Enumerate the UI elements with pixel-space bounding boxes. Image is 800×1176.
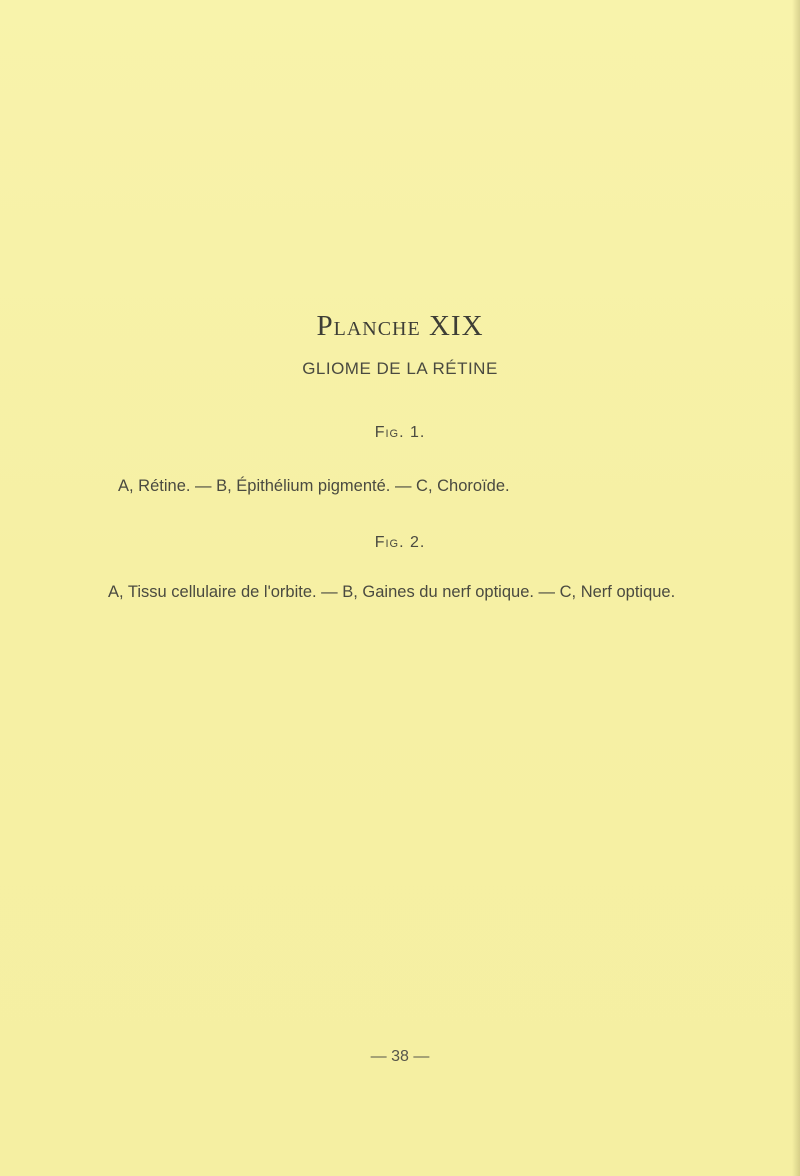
figure-1-label: Fig. 1. xyxy=(374,424,426,441)
page-number: — 38 — xyxy=(370,1048,430,1065)
plate-subtitle: GLIOME DE LA RÉTINE xyxy=(302,359,498,378)
figure-2-caption: A, Tissu cellulaire de l'orbite. — B, Gaines du nerf optique. — C, Nerf optique. xyxy=(108,583,676,601)
figure-1-caption: A, Rétine. — B, Épithélium pigmenté. — C, Choroïde. xyxy=(118,477,510,495)
plate-title: Planche XIX xyxy=(316,310,484,342)
page-edge-shadow xyxy=(792,0,800,1176)
figure-2-label: Fig. 2. xyxy=(374,534,426,551)
